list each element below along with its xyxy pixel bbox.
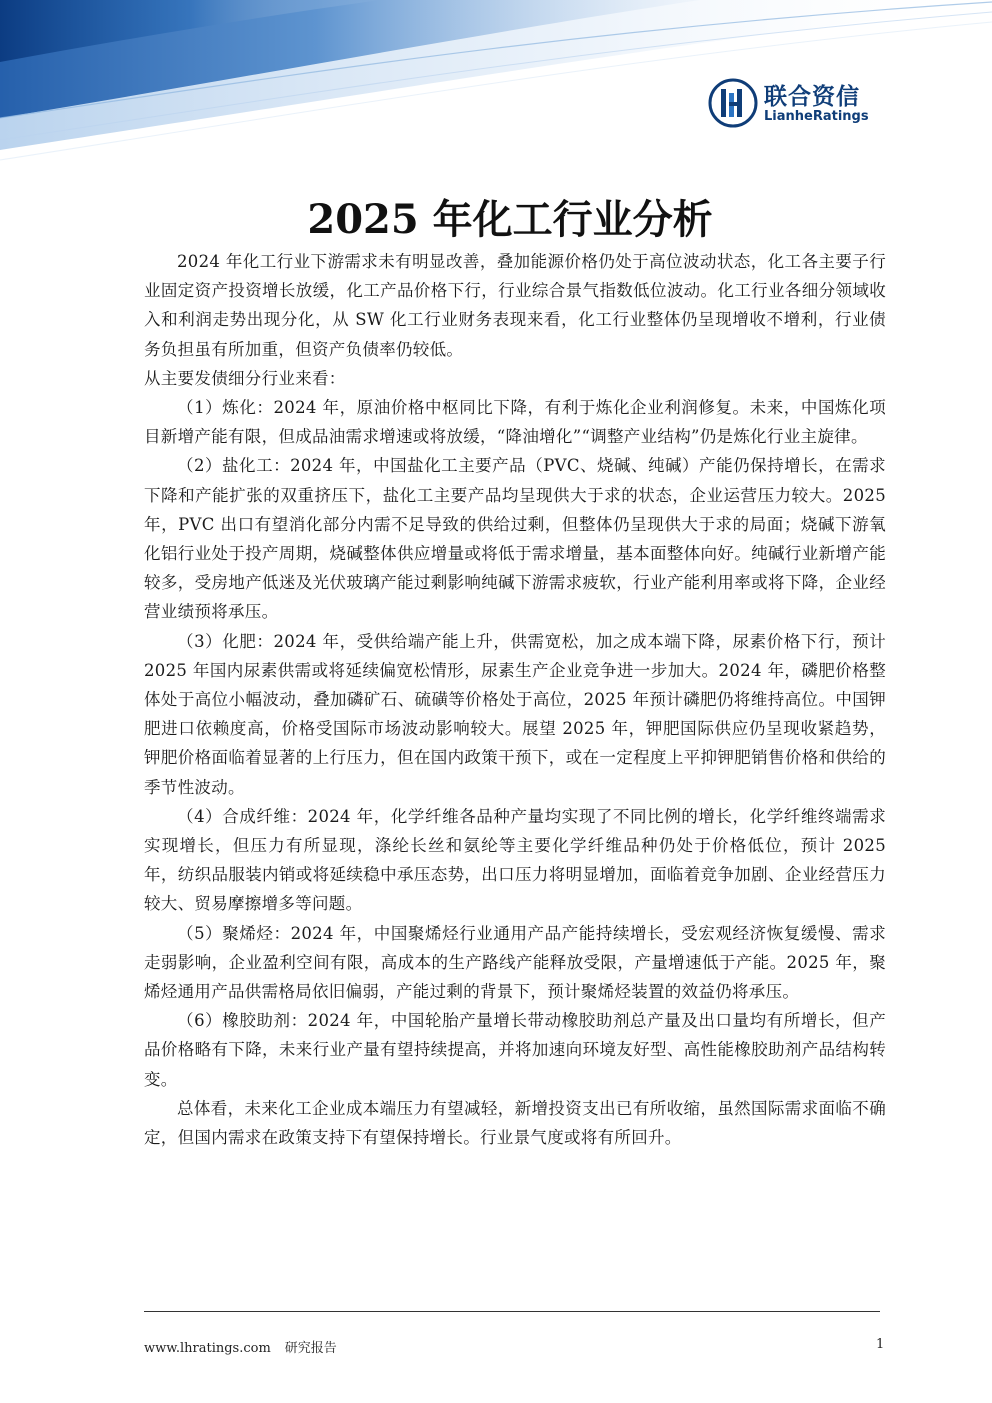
paragraph-subsector-intro: 从主要发债细分行业来看： xyxy=(144,368,346,388)
paragraph-rubber-additives: （6）橡胶助剂：2024 年，中国轮胎产量增长带动橡胶助剂总产量及出口量均有所增长，但产品价格略有下降，未来行业产量有望持续提高，并将加速向环境友好型、高性能橡胶助剂产品结构转变。 xyxy=(144,1011,886,1089)
paragraph-refining: （1）炼化：2024 年，原油价格中枢同比下降，有利于炼化企业利润修复。未来，中国炼化项目新增产能有限，但成品油需求增速或将放缓，“降油增化”“调整产业结构”仍是炼化行业主旋律。 xyxy=(144,398,886,447)
paragraph-fertilizer: （3）化肥：2024 年，受供给端产能上升，供需宽松，加之成本端下降，尿素价格下行，预计 2025 年国内尿素供需或将延续偏宽松情形，尿素生产企业竞争进一步加大。2024 年，磷肥价格整体处于高位小幅波动，叠加磷矿石、硫磺等价格处于高位，2025 年预计磷肥仍将维持高位。中国钾肥进口依赖度高，价格受国际市场波动影响较大。展望 2025 年，钾肥国际供应仍呈现收紧趋势，钾肥价格面临着显著的上行压力，但在国内政策干预下，或在一定程度上平抑钾肥销售价格和供给的季节性波动。 xyxy=(144,631,886,797)
paragraph-polyolefin: （5）聚烯烃：2024 年，中国聚烯烃行业通用产品产能持续增长，受宏观经济恢复缓慢、需求走弱影响，企业盈利空间有限，高成本的生产路线产能释放受限，产量增速低于产能。2025 年，聚烯烃通用产品供需格局依旧偏弱，产能过剩的背景下，预计聚烯烃装置的效益仍将承压。 xyxy=(144,923,886,1002)
footer-website-link[interactable]: www.lhratings.com xyxy=(144,1341,271,1356)
paragraph-conclusion: 总体看，未来化工企业成本端压力有望减轻，新增投资支出已有所收缩，虽然国际需求面临不确定，但国内需求在政策支持下有望保持增长。行业景气度或将有所回升。 xyxy=(144,1098,886,1148)
footer-info xyxy=(144,1337,337,1356)
document-title: 2025 年化工行业分析 xyxy=(307,196,713,243)
paragraph-synthetic-fiber: （4）合成纤维：2024 年，化学纤维各品种产量均实现了不同比例的增长，化学纤维终端需求实现增长，但压力有所显现，涤纶长丝和氨纶等主要化学纤维品种仍处于价格低位，预计 2025 年，纺织品服装内销或将延续稳中承压态势，出口压力将明显增加，面临着竞争加剧、企业经营压力较大、贸易摩擦增多等问题。 xyxy=(144,806,886,914)
paragraph-intro: 2024 年化工行业下游需求未有明显改善，叠加能源价格仍处于高位波动状态，化工各主要子行业固定资产投资增长放缓，化工产品价格下行，行业综合景气指数低位波动。化工行业各细分领域收入和利润走势出现分化，从 SW 化工行业财务表现来看，化工行业整体仍呈现增收不增利，行业债务负担虽有所加重，但资产负债率仍较低。 xyxy=(144,252,886,359)
page-number: 1 xyxy=(876,1337,885,1352)
company-logo xyxy=(708,76,888,136)
paragraph-salt-chemical: （2）盐化工：2024 年，中国盐化工主要产品（PVC、烧碱、纯碱）产能仍保持增长，在需求下降和产能扩张的双重挤压下，盐化工主要产品均呈现供大于求的状态，企业运营压力较大。2025 年，PVC 出口有望消化部分内需不足导致的供给过剩，但整体仍呈现供大于求的局面；烧碱下游氧化铝行业处于投产周期，烧碱整体供应增量或将低于需求增量，基本面整体向好。纯碱行业新增产能较多，受房地产低迷及光伏玻璃产能过剩影响纯碱下游需求疲软，行业产能利用率或将下降，企业经营业绩预将承压。 xyxy=(144,456,886,622)
footer-doc-type: 研究报告 xyxy=(284,1341,337,1356)
document-body xyxy=(144,247,886,1152)
footer-divider xyxy=(144,1311,880,1312)
logo-chinese-name: 联合资信 xyxy=(764,84,860,110)
lianhe-logo-icon xyxy=(708,78,758,128)
logo-english-name: LianheRatings xyxy=(764,109,869,124)
